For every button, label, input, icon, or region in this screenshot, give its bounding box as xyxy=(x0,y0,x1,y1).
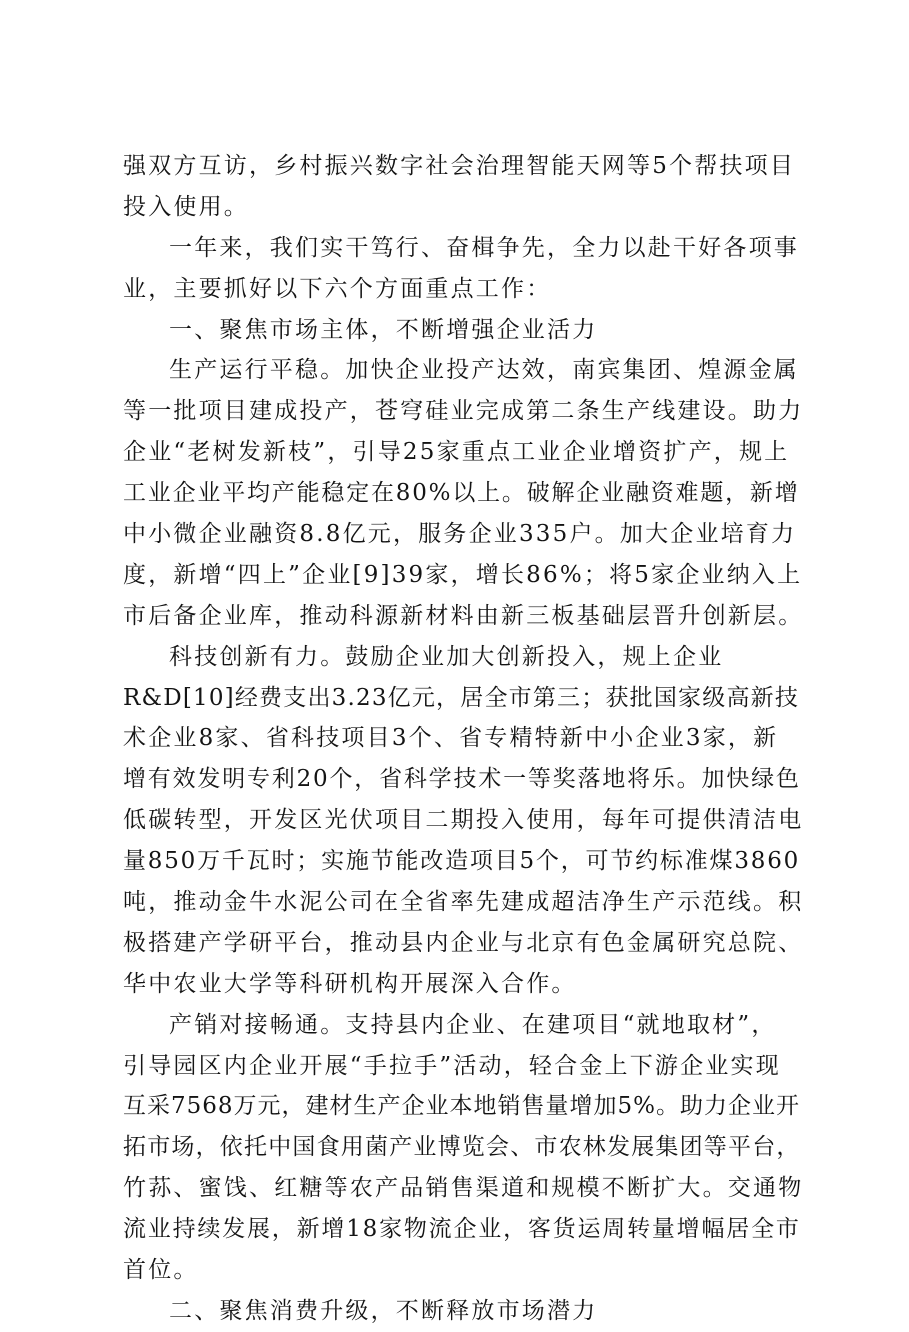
text-line: 引导园区内企业开展“手拉手”活动，轻合金上下游企业实现 xyxy=(123,1052,781,1079)
text-line: 流业持续发展，新增18家物流企业，客货运周转量增幅居全市 xyxy=(123,1216,801,1243)
text-line: 吨，推动金牛水泥公司在全省率先建成超洁净生产示范线。积 xyxy=(123,889,804,916)
text-line: 投入使用。 xyxy=(123,193,249,220)
text-line: 强双方互访，乡村振兴数字社会治理智能天网等5个帮扶项目 xyxy=(123,153,796,179)
text-line: 工业企业平均产能稳定在80%以上。破解企业融资难题，新增 xyxy=(123,480,800,507)
paragraph-start-line: 生产运行平稳。加快企业投产达效，南宾集团、煌源金属 xyxy=(169,357,799,384)
text-line: 拓市场，依托中国食用菌产业博览会、市农林发展集团等平台， xyxy=(123,1134,801,1161)
text-line: 市后备企业库，推动科源新材料由新三板基础层晋升创新层。 xyxy=(123,602,804,629)
paragraph-start-line: 一年来，我们实干笃行、奋楫争先，全力以赴干好各项事 xyxy=(169,234,799,261)
text-line: R&D[10]经费支出3.23亿元，居全市第三；获批国家级高新技 xyxy=(123,684,800,711)
text-line: 中小微企业融资8.8亿元，服务企业335户。加大企业培育力 xyxy=(123,521,797,548)
text-line: 低碳转型，开发区光伏项目二期投入使用，每年可提供清洁电 xyxy=(123,807,804,834)
document-body xyxy=(123,146,803,1332)
text-line: 量850万千瓦时；实施节能改造项目5个，可节约标准煤3860 xyxy=(123,848,801,875)
text-line: 业，主要抓好以下六个方面重点工作： xyxy=(123,275,552,302)
paragraph-start-line: 产销对接畅通。支持县内企业、在建项目“就地取材”， xyxy=(169,1011,777,1038)
text-line: 华中农业大学等科研机构开展深入合作。 xyxy=(123,970,577,997)
text-line: 企业“老树发新枝”，引导25家重点工业企业增资扩产，规上 xyxy=(123,439,790,466)
text-line: 增有效发明专利20个，省科学技术一等奖落地将乐。加快绿色 xyxy=(123,766,801,793)
section-heading-2: 二、聚焦消费升级，不断释放市场潜力 xyxy=(169,1297,598,1324)
paragraph-start-line: 科技创新有力。鼓励企业加大创新投入，规上企业 xyxy=(169,643,724,670)
text-line: 度，新增“四上”企业[9]39家，增长86%；将5家企业纳入上 xyxy=(123,561,803,588)
text-line: 首位。 xyxy=(123,1257,199,1284)
text-line: 互采7568万元，建材生产企业本地销售量增加5%。助力企业开 xyxy=(123,1093,801,1120)
text-line: 竹荪、蜜饯、红糖等农产品销售渠道和规模不断扩大。交通物 xyxy=(123,1175,804,1202)
text-line: 极搭建产学研平台，推动县内企业与北京有色金属研究总院、 xyxy=(123,929,804,956)
text-line: 等一批项目建成投产，苍穹硅业完成第二条生产线建设。助力 xyxy=(123,398,804,425)
text-line: 术企业8家、省科技项目3个、省专精特新中小企业3家，新 xyxy=(123,725,779,752)
section-heading-1: 一、聚焦市场主体，不断增强企业活力 xyxy=(169,316,598,343)
